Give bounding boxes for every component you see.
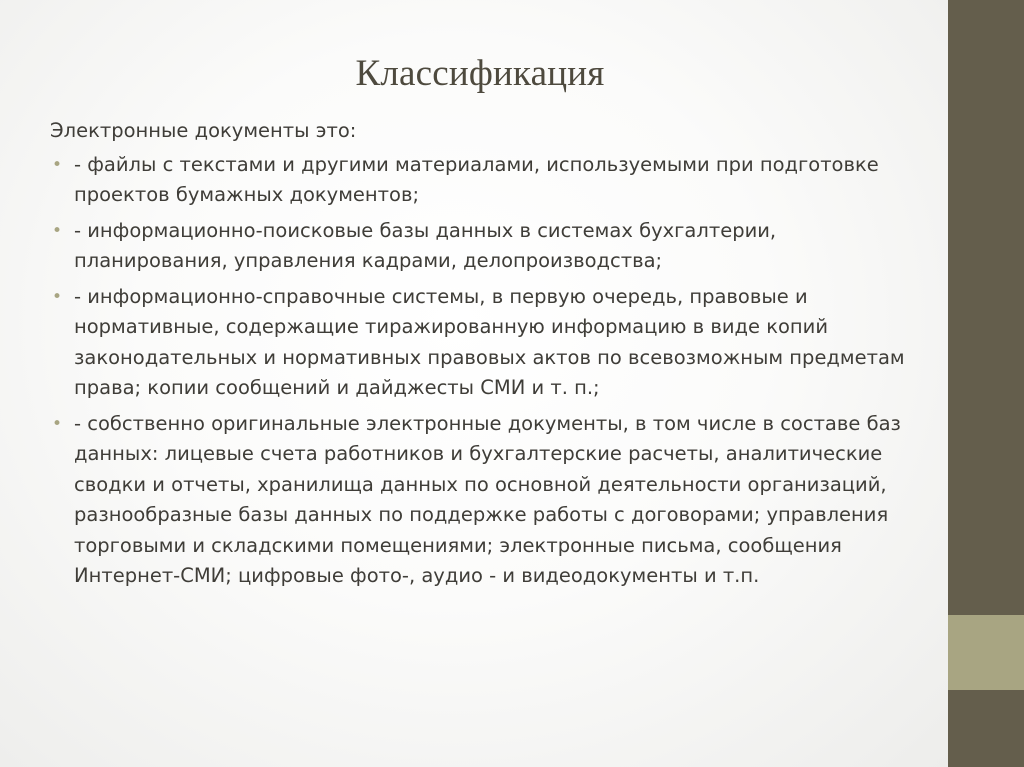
bullet-list <box>50 150 930 592</box>
bullet-icon: • <box>52 154 63 175</box>
list-item <box>50 216 930 277</box>
list-item <box>50 409 930 592</box>
bullet-icon: • <box>52 220 63 241</box>
list-item-text: - собственно оригинальные электронные документы, в том числе в составе баз данных: лицевые счета работников и бухгалтерские расчеты, аналитические сводки и отчеты, хранилища данных по основной деятельности организаций, разнообразные базы данных по поддержке работы с договорами; управления торговыми и складскими помещениями; электронные письма, сообщения Интернет-СМИ; цифровые фото-, аудио - и видеодокументы и т.п. <box>74 411 901 587</box>
slide-title: Классификация <box>355 53 605 94</box>
list-item <box>50 282 930 404</box>
bullet-icon: • <box>52 413 63 434</box>
intro-text: Электронные документы это: <box>50 119 357 142</box>
bullet-icon: • <box>52 286 63 307</box>
list-item <box>50 150 930 211</box>
side-decor-accent <box>948 615 1024 690</box>
slide-body <box>50 116 930 597</box>
list-item-text: - информационно-справочные системы, в первую очередь, правовые и нормативные, содержащие тиражированную информацию в виде копий законодательных и нормативных правовых актов по всевозможным предметам права; копии сообщений и дайджесты СМИ и т. п.; <box>74 284 905 399</box>
list-item-text: - файлы с текстами и другими материалами, используемыми при подготовке проектов бумажных документов; <box>74 152 879 206</box>
list-item-text: - информационно-поисковые базы данных в системах бухгалтерии, планирования, управления кадрами, делопроизводства; <box>74 218 777 272</box>
